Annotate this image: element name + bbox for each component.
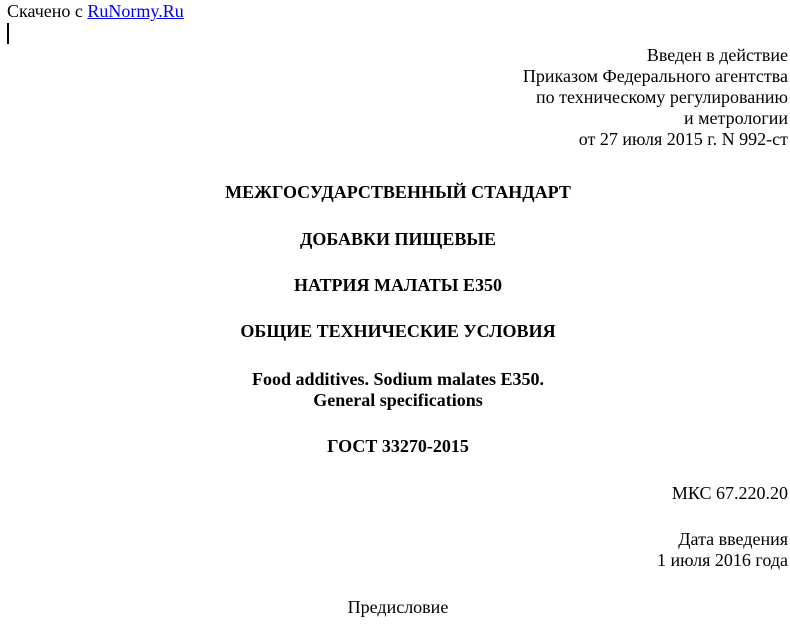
source-prefix: Скачено с	[7, 1, 88, 21]
intro-date-label: Дата введения	[678, 529, 788, 549]
standard-title-en-1: Food additives. Sodium malates E350.	[251, 369, 545, 389]
source-line	[7, 1, 184, 22]
enacted-line: Введен в действие	[646, 45, 788, 65]
standard-title-en-2: General specifications	[313, 390, 483, 410]
standard-title-3: ОБЩИЕ ТЕХНИЧЕСКИЕ УСЛОВИЯ	[240, 321, 556, 341]
enacted-line: от 27 июля 2015 г. N 992-ст	[578, 129, 788, 149]
standard-title-2: НАТРИЯ МАЛАТЫ E350	[294, 275, 502, 295]
preface-heading: Предисловие	[347, 597, 449, 617]
mks-code: МКС 67.220.20	[671, 483, 788, 503]
enacted-line: Приказом Федерального агентства	[522, 66, 788, 86]
standard-designation: ГОСТ 33270-2015	[327, 436, 469, 456]
text-cursor	[7, 23, 9, 44]
enacted-block	[388, 45, 788, 150]
standard-title-1: ДОБАВКИ ПИЩЕВЫЕ	[299, 229, 497, 249]
enacted-line: по техническому регулированию	[535, 87, 788, 107]
intro-date-value: 1 июля 2016 года	[657, 550, 788, 570]
source-link[interactable]: RuNormy.Ru	[87, 1, 184, 21]
enacted-line: и метрологии	[684, 108, 788, 128]
standard-category: МЕЖГОСУДАРСТВЕННЫЙ СТАНДАРТ	[225, 182, 571, 202]
